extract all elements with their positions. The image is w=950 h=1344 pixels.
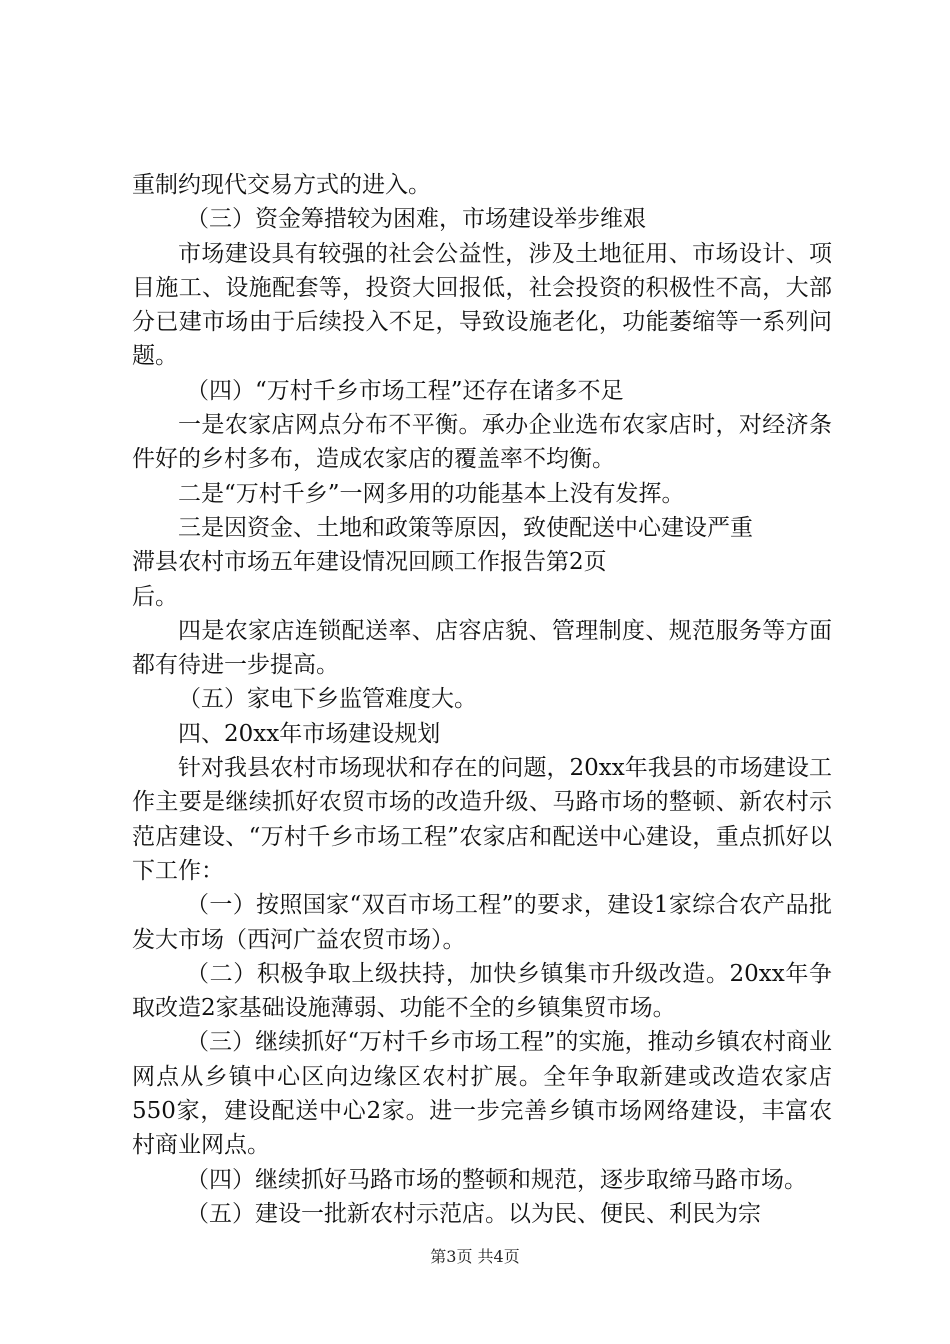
- page-footer: 第3页 共4页: [430, 1247, 520, 1266]
- paragraph: 市场建设具有较强的社会公益性，涉及土地征用、市场设计、项目施工、设施配套等，投资大回报低，社会投资的积极性不高，大部分已建市场由于后续投入不足，导致设施老化，功能萎缩等一系列问题。: [132, 240, 832, 370]
- plan-item-2: （二）积极争取上级扶持，加快乡镇集市升级改造。20xx年争取改造2家基础设施薄弱、功能不全的乡镇集贸市场。: [132, 960, 832, 1022]
- body-text: [132, 168, 832, 1231]
- paragraph: 二是“万村千乡”一网多用的功能基本上没有发挥。: [178, 480, 685, 507]
- paragraph: 三是因资金、土地和政策等原因，致使配送中心建设严重: [178, 514, 753, 541]
- plan-item-4: （四）继续抓好马路市场的整顿和规范，逐步取缔马路市场。: [186, 1166, 807, 1193]
- paragraph: 四是农家店连锁配送率、店容店貌、管理制度、规范服务等方面都有待进一步提高。: [132, 617, 832, 679]
- section-heading: 四、20xx年市场建设规划: [178, 720, 441, 747]
- subheading-5: （五）家电下乡监管难度大。: [178, 686, 477, 713]
- paragraph: 针对我县农村市场现状和存在的问题，20xx年我县的市场建设工作主要是继续抓好农贸市场的改造升级、马路市场的整顿、新农村示范店建设、“万村千乡市场工程”农家店和配送中心建设，重点抓好以下工作：: [132, 755, 832, 884]
- subheading-4: （四）“万村千乡市场工程”还存在诸多不足: [186, 377, 624, 404]
- plan-item-1: （一）按照国家“双百市场工程”的要求，建设1家综合农产品批发大市场（西河广益农贸市场）。: [132, 892, 832, 953]
- plan-item-3: （三）继续抓好“万村千乡市场工程”的实施，推动乡镇农村商业网点从乡镇中心区向边缘区农村扩展。全年争取新建或改造农家店550家，建设配送中心2家。进一步完善乡镇市场网络建设，丰富农村商业网点。: [132, 1029, 832, 1159]
- paragraph-continuation: 后。: [132, 583, 178, 610]
- plan-item-5: （五）建设一批新农村示范店。以为民、便民、利民为宗: [186, 1200, 761, 1227]
- paragraph-continuation: 重制约现代交易方式的进入。: [132, 172, 431, 198]
- inline-page-header: 滞县农村市场五年建设情况回顾工作报告第2页: [132, 549, 607, 576]
- subheading-3: （三）资金筹措较为困难，市场建设举步维艰: [186, 206, 646, 233]
- paragraph: 一是农家店网点分布不平衡。承办企业选布农家店时，对经济条件好的乡村多布，造成农家店的覆盖率不均衡。: [132, 412, 832, 473]
